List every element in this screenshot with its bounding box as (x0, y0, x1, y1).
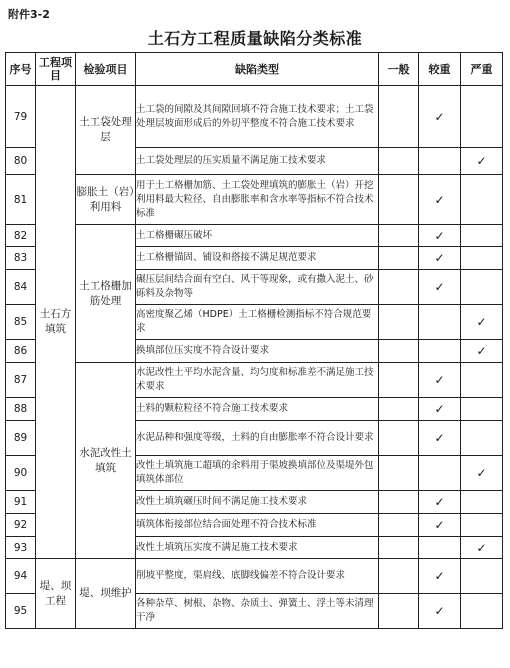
level-serious-cell (419, 247, 461, 270)
level-severe-cell (461, 270, 503, 305)
defect-description: 土工袋的间隙及其间隙回填不符合施工技术要求；土工袋处理层坡面形成后的外切平整度不符合施工技术要求 (136, 86, 379, 148)
header-item: 检验项目 (76, 53, 136, 86)
project-category: 土石方填筑 (36, 86, 76, 559)
table-row (6, 363, 503, 398)
inspection-item: 土工袋处理层 (76, 86, 136, 175)
row-seq: 85 (6, 305, 36, 340)
level-severe-cell (461, 86, 503, 148)
defect-description: 高密度聚乙烯（HDPE）土工格栅检测指标不符合规范要求 (136, 305, 379, 340)
row-seq: 83 (6, 247, 36, 270)
check-mark-icon: ✓ (434, 373, 445, 387)
level-severe-cell (461, 456, 503, 491)
check-mark-icon: ✓ (434, 604, 445, 618)
level-general-cell (379, 86, 419, 148)
level-severe-cell (461, 247, 503, 270)
table-row (6, 175, 503, 225)
level-severe-cell (461, 148, 503, 175)
level-serious-cell (419, 225, 461, 247)
level-serious-cell (419, 363, 461, 398)
defect-description: 碾压层间结合面有空白、风干等现象，或有撒入泥土、砂砾料及杂物等 (136, 270, 379, 305)
check-mark-icon: ✓ (434, 228, 445, 243)
check-mark-icon: ✓ (476, 344, 487, 358)
level-serious-cell (419, 491, 461, 514)
defect-classification-table (5, 52, 503, 629)
row-seq: 81 (6, 175, 36, 225)
level-general-cell (379, 491, 419, 514)
project-category: 堤、坝工程 (36, 559, 76, 629)
level-general-cell (379, 559, 419, 594)
level-severe-cell (461, 225, 503, 247)
level-general-cell (379, 456, 419, 491)
level-severe-cell (461, 175, 503, 225)
defect-description: 土工格栅锚固、铺设和搭接不满足规范要求 (136, 247, 379, 270)
table-row (6, 86, 503, 148)
level-general-cell (379, 340, 419, 363)
check-mark-icon: ✓ (434, 192, 445, 207)
level-serious-cell (419, 537, 461, 559)
row-seq: 79 (6, 86, 36, 148)
level-general-cell (379, 363, 419, 398)
level-serious-cell (419, 270, 461, 305)
level-severe-cell (461, 398, 503, 421)
check-mark-icon: ✓ (476, 154, 487, 168)
header-general: 一般 (379, 53, 419, 86)
row-seq: 95 (6, 594, 36, 629)
level-general-cell (379, 225, 419, 247)
level-general-cell (379, 305, 419, 340)
table-header-row (6, 53, 503, 86)
inspection-item: 堤、坝维护 (76, 559, 136, 629)
level-serious-cell (419, 305, 461, 340)
level-general-cell (379, 247, 419, 270)
defect-description: 土工袋处理层的压实质量不满足施工技术要求 (136, 148, 379, 175)
annex-label: 附件3-2 (8, 8, 50, 21)
level-general-cell (379, 148, 419, 175)
header-defect-type: 缺陷类型 (136, 53, 379, 86)
level-serious-cell (419, 559, 461, 594)
level-general-cell (379, 594, 419, 629)
level-severe-cell (461, 537, 503, 559)
defect-description: 各种杂草、树根、杂物、杂质土、弹簧土、浮土等未清理干净 (136, 594, 379, 629)
table-body (6, 86, 503, 629)
defect-description: 改性土填筑压实度不满足施工技术要求 (136, 537, 379, 559)
level-general-cell (379, 175, 419, 225)
defect-description: 土工格栅碾压破坏 (136, 225, 379, 247)
row-seq: 80 (6, 148, 36, 175)
level-severe-cell (461, 363, 503, 398)
row-seq: 94 (6, 559, 36, 594)
check-mark-icon: ✓ (434, 251, 445, 265)
level-severe-cell (461, 421, 503, 456)
header-severe: 严重 (461, 53, 503, 86)
row-seq: 89 (6, 421, 36, 456)
level-severe-cell (461, 594, 503, 629)
level-general-cell (379, 270, 419, 305)
row-seq: 91 (6, 491, 36, 514)
row-seq: 90 (6, 456, 36, 491)
check-mark-icon: ✓ (434, 518, 445, 532)
level-serious-cell (419, 514, 461, 537)
row-seq: 87 (6, 363, 36, 398)
inspection-item: 膨胀土（岩）利用料 (76, 175, 136, 225)
table-row (6, 559, 503, 594)
row-seq: 82 (6, 225, 36, 247)
document-title: 土石方工程质量缺陷分类标准 (147, 29, 363, 48)
check-mark-icon: ✓ (476, 466, 487, 480)
level-severe-cell (461, 491, 503, 514)
row-seq: 93 (6, 537, 36, 559)
level-general-cell (379, 514, 419, 537)
level-serious-cell (419, 148, 461, 175)
defect-description: 改性土填筑碾压时间不满足施工技术要求 (136, 491, 379, 514)
level-general-cell (379, 537, 419, 559)
row-seq: 84 (6, 270, 36, 305)
inspection-item: 土工格栅加筋处理 (76, 225, 136, 363)
defect-description: 土料的颗粒粒径不符合施工技术要求 (136, 398, 379, 421)
row-seq: 86 (6, 340, 36, 363)
table-row (6, 225, 503, 247)
defect-description: 削坡平整度，渠肩线、底脚线偏差不符合设计要求 (136, 559, 379, 594)
check-mark-icon: ✓ (434, 431, 445, 445)
level-severe-cell (461, 340, 503, 363)
level-serious-cell (419, 421, 461, 456)
level-serious-cell (419, 86, 461, 148)
level-severe-cell (461, 305, 503, 340)
check-mark-icon: ✓ (434, 495, 445, 509)
defect-description: 换填部位压实度不符合设计要求 (136, 340, 379, 363)
row-seq: 88 (6, 398, 36, 421)
inspection-item: 水泥改性土填筑 (76, 363, 136, 559)
defect-description: 水泥改性土平均水泥含量、均匀度和标准差不满足施工技术要求 (136, 363, 379, 398)
defect-description: 用于土工格栅加筋、土工袋处理填筑的膨胀土（岩）开挖利用料最大粒径、自由膨胀率和含水率等指标不符合技术标准 (136, 175, 379, 225)
check-mark-icon: ✓ (476, 315, 487, 329)
header-serious: 较重 (419, 53, 461, 86)
level-general-cell (379, 398, 419, 421)
row-seq: 92 (6, 514, 36, 537)
level-serious-cell (419, 594, 461, 629)
level-serious-cell (419, 398, 461, 421)
check-mark-icon: ✓ (434, 402, 445, 416)
check-mark-icon: ✓ (434, 109, 445, 124)
level-serious-cell (419, 175, 461, 225)
defect-description: 填筑体衔接部位结合面处理不符合技术标准 (136, 514, 379, 537)
defect-description: 水泥品种和强度等级，土料的自由膨胀率不符合设计要求 (136, 421, 379, 456)
defect-description: 改性土填筑施工超填的余料用于渠坡换填部位及渠堤外包填筑体部位 (136, 456, 379, 491)
header-project: 工程项目 (36, 53, 76, 86)
level-general-cell (379, 421, 419, 456)
level-severe-cell (461, 514, 503, 537)
level-severe-cell (461, 559, 503, 594)
header-seq: 序号 (6, 53, 36, 86)
level-serious-cell (419, 340, 461, 363)
check-mark-icon: ✓ (434, 280, 445, 294)
check-mark-icon: ✓ (476, 540, 487, 555)
check-mark-icon: ✓ (434, 569, 445, 583)
level-serious-cell (419, 456, 461, 491)
